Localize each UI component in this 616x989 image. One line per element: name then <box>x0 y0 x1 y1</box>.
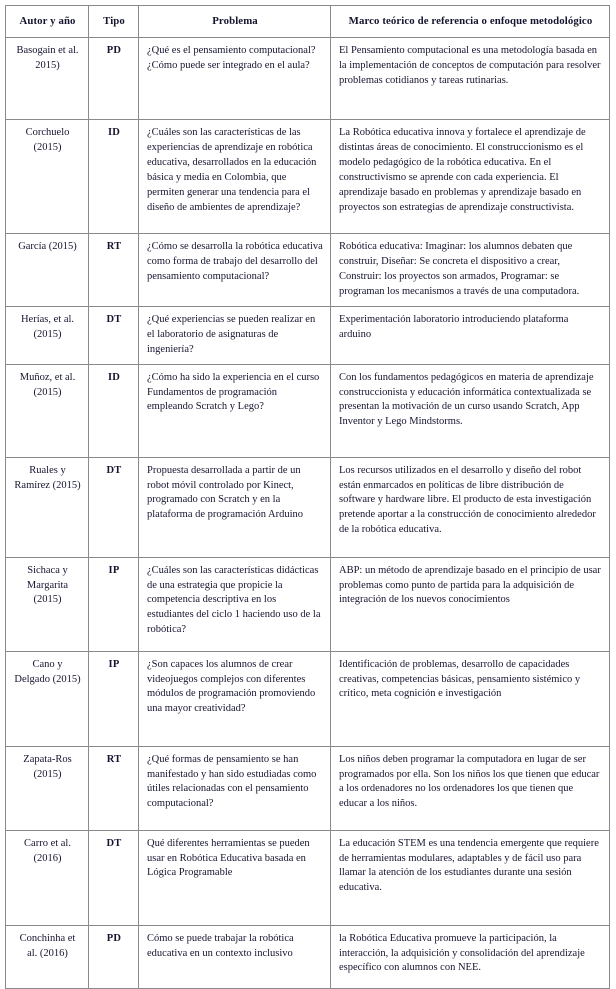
cell-problem: ¿Qué formas de pensamiento se han manifestado y han sido estudiadas como útiles relacionadas con el pensamiento computacional? <box>139 746 331 830</box>
table-row <box>6 364 610 457</box>
literature-review-table <box>5 5 610 989</box>
cell-author: Corchuelo (2015) <box>6 120 89 234</box>
cell-type: DT <box>89 457 139 557</box>
cell-type: RT <box>89 746 139 830</box>
cell-author: Herías, et al. (2015) <box>6 306 89 364</box>
cell-author: Muñoz, et al. (2015) <box>6 364 89 457</box>
cell-type: PD <box>89 925 139 988</box>
column-header-framework: Marco teórico de referencia o enfoque metodológico <box>331 6 610 38</box>
cell-problem: Propuesta desarrollada a partir de un robot móvil controlado por Kinect, programado con Scratch y en la plataforma de programación Arduino <box>139 457 331 557</box>
cell-framework: El Pensamiento computacional es una metodología basada en la implementación de conceptos de computación para resolver problemas cotidianos y tareas rutinarias. <box>331 38 610 120</box>
table-row <box>6 925 610 988</box>
cell-author: Sichaca y Margarita (2015) <box>6 557 89 651</box>
table-row <box>6 746 610 830</box>
table-body <box>6 38 610 988</box>
cell-framework: Los niños deben programar la computadora en lugar de ser programados por ella. Son los niños los que tienen que educar a los ordenadores no los ordenadores los que tienen que educar a los niños. <box>331 746 610 830</box>
table-row <box>6 306 610 364</box>
cell-problem: Qué diferentes herramientas se pueden usar en Robótica Educativa basada en Lógica Programable <box>139 830 331 925</box>
literature-table-container <box>5 5 609 989</box>
cell-type: ID <box>89 364 139 457</box>
table-row <box>6 651 610 746</box>
cell-framework: Experimentación laboratorio introduciendo plataforma arduino <box>331 306 610 364</box>
cell-problem: ¿Cuáles son las características didácticas de una estrategia que propicie la competencia descriptiva en los estudiantes del ciclo 1 haciendo uso de la robótica? <box>139 557 331 651</box>
cell-problem: ¿Cómo se desarrolla la robótica educativa como forma de trabajo del desarrollo del pensamiento computacional? <box>139 234 331 307</box>
table-row <box>6 457 610 557</box>
cell-type: IP <box>89 651 139 746</box>
table-header-row <box>6 6 610 38</box>
cell-author: Ruales y Ramírez (2015) <box>6 457 89 557</box>
cell-type: DT <box>89 306 139 364</box>
cell-type: DT <box>89 830 139 925</box>
table-row <box>6 234 610 307</box>
column-header-author: Autor y año <box>6 6 89 38</box>
cell-author: Carro et al. (2016) <box>6 830 89 925</box>
column-header-problem: Problema <box>139 6 331 38</box>
cell-framework: La educación STEM es una tendencia emergente que requiere de herramientas modulares, adaptables y de fácil uso para llamar la atención de los estudiantes durante una sesión educativa. <box>331 830 610 925</box>
cell-author: Conchinha et al. (2016) <box>6 925 89 988</box>
cell-problem: ¿Qué experiencias se pueden realizar en el laboratorio de asignaturas de ingeniería? <box>139 306 331 364</box>
column-header-type: Tipo <box>89 6 139 38</box>
table-row <box>6 830 610 925</box>
cell-author: Basogain et al. 2015) <box>6 38 89 120</box>
cell-author: Cano y Delgado (2015) <box>6 651 89 746</box>
cell-problem: ¿Son capaces los alumnos de crear videojuegos complejos con diferentes módulos de programación promoviendo una mayor creatividad? <box>139 651 331 746</box>
cell-problem: Cómo se puede trabajar la robótica educativa en un contexto inclusivo <box>139 925 331 988</box>
cell-author: Zapata-Ros (2015) <box>6 746 89 830</box>
cell-problem: ¿Cuáles son las características de las experiencias de aprendizaje en robótica educativa, desarrollados en la educación básica y media en Colombia, que permiten generar una tendencia para el diseño de ambientes de aprendizaje? <box>139 120 331 234</box>
cell-problem: ¿Qué es el pensamiento computacional? ¿Cómo puede ser integrado en el aula? <box>139 38 331 120</box>
cell-framework: Con los fundamentos pedagógicos en materia de aprendizaje construccionista y educación informática contextualizada se presentan la motivación de un curso usando Scratch, App Inventor y Lego Mindstorms. <box>331 364 610 457</box>
cell-framework: la Robótica Educativa promueve la participación, la interacción, la adquisición y consolidación del aprendizaje específico con alumnos con NEE. <box>331 925 610 988</box>
cell-framework: Identificación de problemas, desarrollo de capacidades creativas, competencias básicas, pensamiento sistémico y crítico, meta cognición e investigación <box>331 651 610 746</box>
table-row <box>6 38 610 120</box>
cell-framework: Robótica educativa: Imaginar: los alumnos debaten que construir, Diseñar: Se concreta el dispositivo a crear, Construir: los proyectos son armados, Programar: se programan los mecanismos a través de una computadora. <box>331 234 610 307</box>
table-row <box>6 120 610 234</box>
cell-problem: ¿Cómo ha sido la experiencia en el curso Fundamentos de programación empleando Scratch y Lego? <box>139 364 331 457</box>
cell-framework: La Robótica educativa innova y fortalece el aprendizaje de distintas áreas de conocimiento. El construccionismo es el modelo pedagógico de la robótica educativa. En el constructivismo se aprende con cada experiencia. El aprendizaje basado en problemas y aprendizaje basado en proyectos son estrategias de aprendizaje constructivista. <box>331 120 610 234</box>
cell-type: ID <box>89 120 139 234</box>
table-row <box>6 557 610 651</box>
cell-type: PD <box>89 38 139 120</box>
cell-type: IP <box>89 557 139 651</box>
cell-framework: Los recursos utilizados en el desarrollo y diseño del robot están enmarcados en políticas de libre distribución de software y hardware libre. El producto de esta investigación pretende aportar a la construcción de conocimiento alrededor de la robótica educativa. <box>331 457 610 557</box>
cell-author: García (2015) <box>6 234 89 307</box>
cell-type: RT <box>89 234 139 307</box>
cell-framework: ABP: un método de aprendizaje basado en el principio de usar problemas como punto de partida para la adquisición de integración de los nuevos conocimientos <box>331 557 610 651</box>
table-header <box>6 6 610 38</box>
